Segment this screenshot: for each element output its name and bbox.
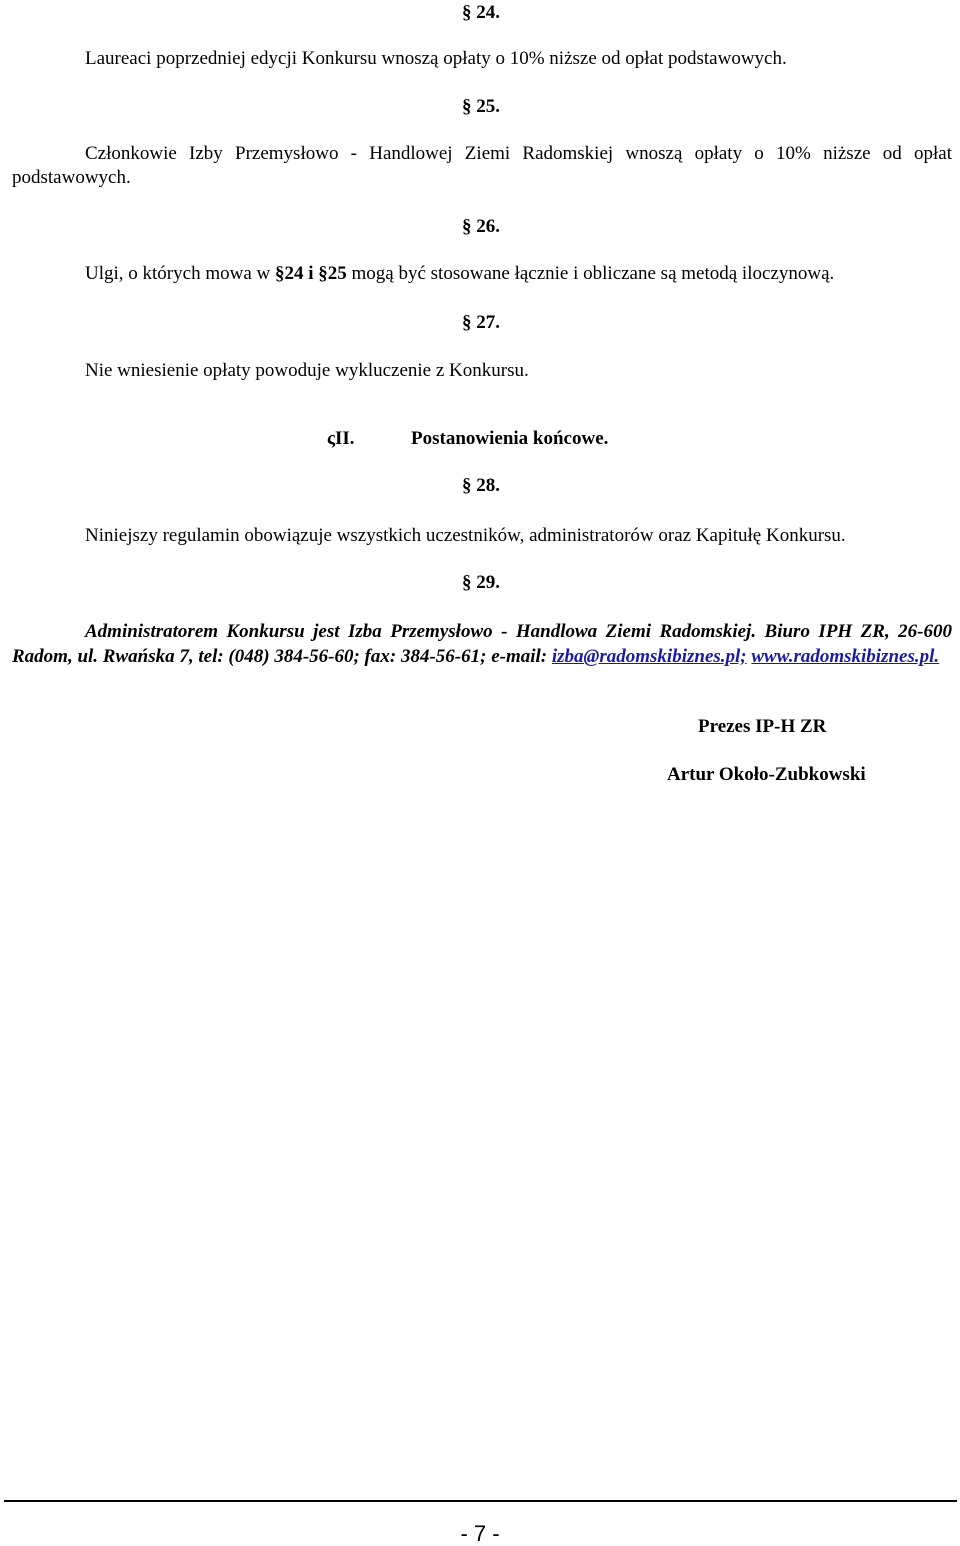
website-link[interactable]: www.radomskibiznes.pl. [751,646,940,667]
section-25-text: Członkowie Izby Przemysłowo - Handlowej Ziemi Radomskiej wnoszą opłaty o 10% niższe od opłat podstawowych. [12,143,952,188]
page-number: - 7 - [460,1521,500,1546]
section-29-label: § 29. [462,572,500,593]
section-28-label: § 28. [462,475,500,496]
section-24-text: Laureaci poprzedniej edycji Konkursu wnoszą opłaty o 10% niższe od opłat podstawowych. [85,48,787,69]
section-27-label: § 27. [462,312,500,333]
administrator-paragraph [12,619,952,669]
signature-name: Artur Około-Zubkowski [667,764,866,785]
footer-divider [4,1500,957,1502]
section-25-label: § 25. [462,96,500,117]
section-26-paragraph [12,262,952,286]
section-26-text-start: Ulgi, o których mowa w [85,263,275,284]
chapter-title: Postanowienia końcowe. [411,428,609,449]
section-26-label: § 26. [462,216,500,237]
section-24-label: § 24. [462,2,500,23]
section-28-text: Niniejszy regulamin obowiązuje wszystkich uczestników, administratorów oraz Kapitułę Konkursu. [85,525,846,546]
section-26-text-end: mogą być stosowane łącznie i obliczane są metodą iloczynową. [346,263,835,284]
administrator-text: Administratorem Konkursu jest Izba Przemysłowo - Handlowa Ziemi Radomskiej. Biuro IPH ZR, 26-600 Radom, ul. Rwańska 7, tel: (048) 384-56-60; fax: 384-56-61; e-mail: [12,621,952,667]
section-26-reference: §24 i §25 [274,263,347,284]
chapter-number: ςII. [327,428,355,449]
section-27-text: Nie wniesienie opłaty powoduje wykluczenie z Konkursu. [85,360,529,381]
email-link[interactable]: izba@radomskibiznes.pl; [551,646,747,667]
signature-title: Prezes IP-H ZR [698,716,827,737]
